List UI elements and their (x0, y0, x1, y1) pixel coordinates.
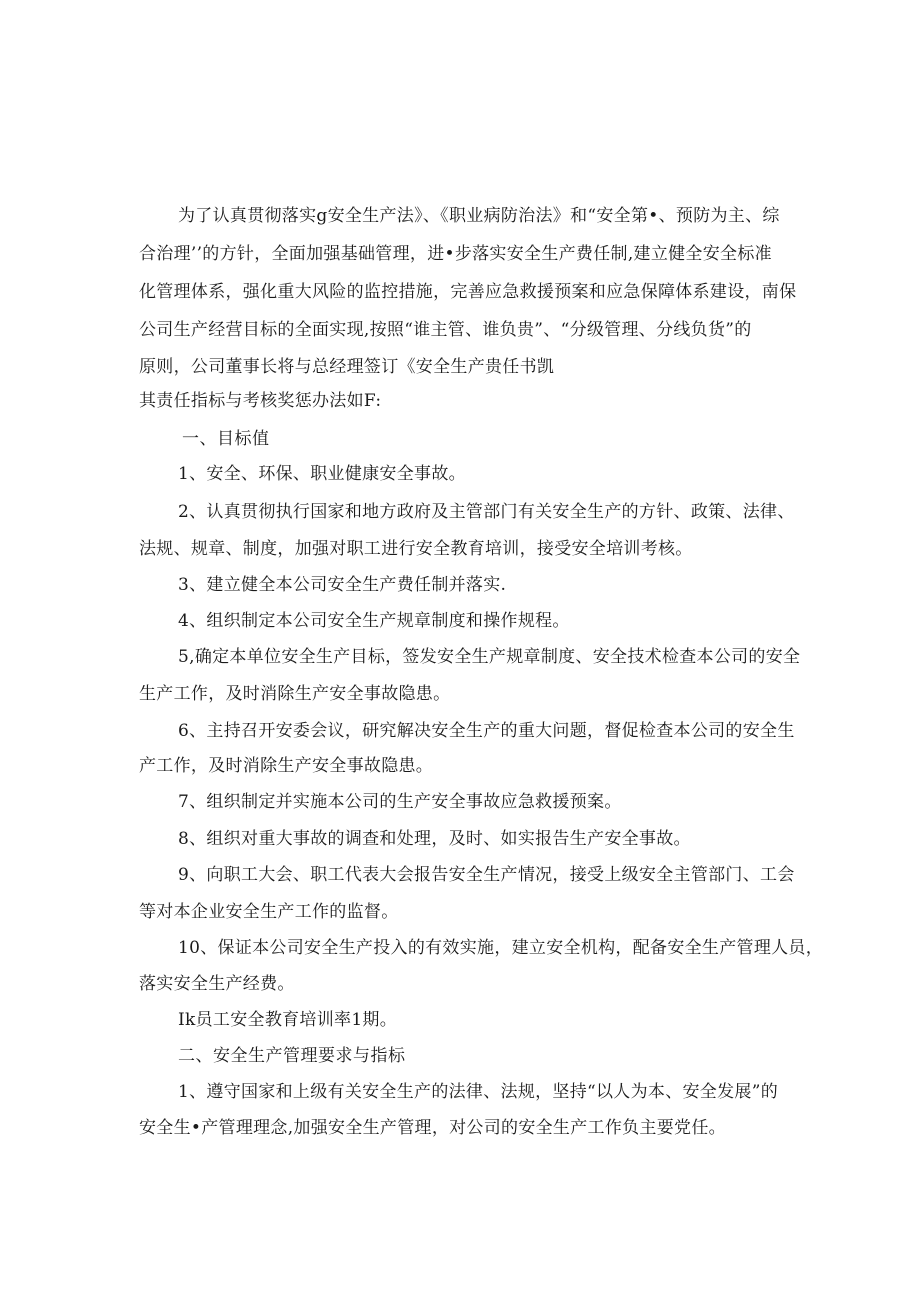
item-line: 8、组织对重大事故的调查和处理，及时、如实报告生产安全事故。 (178, 829, 691, 849)
intro-line: 合治理’’的方针，全面加强基础管理，进•步落实安全生产费任制,建立健全安全标准 (139, 244, 772, 264)
intro-line: 化管理体系，强化重大风险的监控措施，完善应急救援预案和应急保障体系建设，南保 (139, 282, 797, 302)
item-line: 安全生•产管理理念,加强安全生产管理，对公司的安全生产工作负主要党任。 (139, 1118, 726, 1138)
intro-line: 其责任指标与考核奖惩办法如F: (139, 391, 382, 411)
item-line: 产工作，及时消除生产安全事故隐患。 (139, 756, 434, 776)
item-line: 1、遵守国家和上级有关安全生产的法律、法规，坚持“以人为本、安全发展”的 (178, 1082, 778, 1102)
item-line: 6、主持召开安委会议，研究解决安全生产的重大问题，督促检查本公司的安全生 (178, 721, 795, 741)
item-line: 7、组织制定并实施本公司的生产安全事故应急救援预案。 (178, 792, 622, 812)
intro-line: 公司生产经营目标的全面实现,按照“谁主管、谁负贵”、“分级管理、分线负货”的 (139, 320, 752, 340)
item-line: 等对本企业安全生产工作的监督。 (139, 902, 399, 922)
item-line: 落实安全生产经费。 (139, 974, 295, 994)
item-line: 4、组织制定本公司安全生产规章制度和操作规程。 (178, 611, 570, 631)
section-heading: 二、安全生产管理要求与指标 (178, 1046, 406, 1066)
intro-line: 为了认真贯彻落实g安全生产法》、《职业病防治法》和“安全第•、预防为主、综 (178, 206, 780, 226)
item-line: 5,确定本单位安全生产目标，签发安全生产规章制度、安全技术检查本公司的安全 (178, 647, 801, 667)
item-line: 3、建立健全本公司安全生产费任制并落实. (178, 575, 507, 595)
item-line: 1、安全、环保、职业健康安全事故。 (178, 464, 466, 484)
item-line: 生产工作，及时消除生产安全事故隐患。 (139, 684, 451, 704)
item-line: 2、认真贯彻执行国家和地方政府及主管部门有关安全生产的方针、政策、法律、 (178, 502, 795, 522)
item-line: 法规、规章、制度，加强对职工进行安全教育培训，接受安全培训考核。 (139, 539, 693, 559)
intro-line: 原则，公司董事长将与总经理签订《安全生产贵任书凯 (139, 357, 555, 377)
section-heading: 一、目标值 (182, 429, 270, 449)
item-line: 9、向职工大会、职工代表大会报告安全生产情况，接受上级安全主管部门、工会 (178, 865, 795, 885)
item-line: 10、保证本公司安全生产投入的有效实施，建立安全机构，配备安全生产管理人员， (178, 938, 824, 958)
item-line: Ik员工安全教育培训率1期。 (178, 1010, 398, 1030)
